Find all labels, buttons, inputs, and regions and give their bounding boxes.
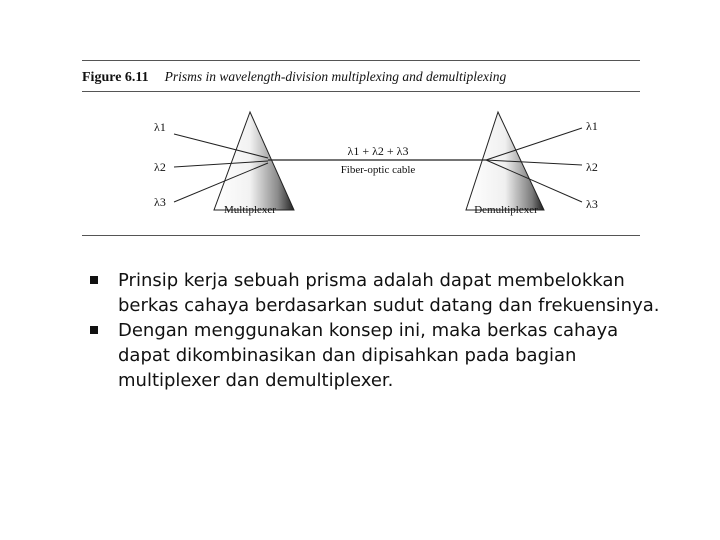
bullet-text-2: Dengan menggunakan konsep ini, maka berkas cahaya dapat dikombinasikan dan dipisahkan pada bagian multiplexer dan demultiplexer.: [118, 320, 619, 391]
figure-caption-rule: [82, 91, 640, 92]
left-lambda-3: λ3: [154, 195, 166, 209]
combined-wavelength-label: λ1 + λ2 + λ3: [347, 144, 409, 158]
figure-title: Prisms in wavelength-division multiplexing and demultiplexing: [164, 69, 507, 84]
bullet-item-1: [88, 268, 668, 318]
right-lambda-1: λ1: [586, 119, 598, 133]
bullet-text-1: Prinsip kerja sebuah prisma adalah dapat membelokkan berkas cahaya berdasarkan sudut datang dan frekuensinya.: [118, 270, 660, 316]
figure-number: Figure 6.11: [82, 70, 149, 85]
wdm-prism-diagram: [82, 100, 640, 230]
square-bullet-icon: [90, 326, 98, 334]
bullet-item-2: [88, 318, 668, 393]
figure-bottom-rule: [82, 235, 640, 236]
bullet-list: [88, 268, 668, 393]
figure-top-rule: [82, 60, 640, 61]
figure-caption: [82, 68, 506, 86]
square-bullet-icon: [90, 276, 98, 284]
figure: [82, 60, 640, 236]
right-lambda-3: λ3: [586, 197, 598, 211]
demultiplexer-label: Demultiplexer: [474, 204, 538, 216]
left-lambda-2: λ2: [154, 160, 166, 174]
fiber-optic-cable-label: Fiber-optic cable: [340, 164, 416, 176]
right-lambda-2: λ2: [586, 160, 598, 174]
multiplexer-label: Multiplexer: [224, 204, 276, 216]
multiplexer-prism: [214, 112, 294, 210]
left-lambda-1: λ1: [154, 120, 166, 134]
